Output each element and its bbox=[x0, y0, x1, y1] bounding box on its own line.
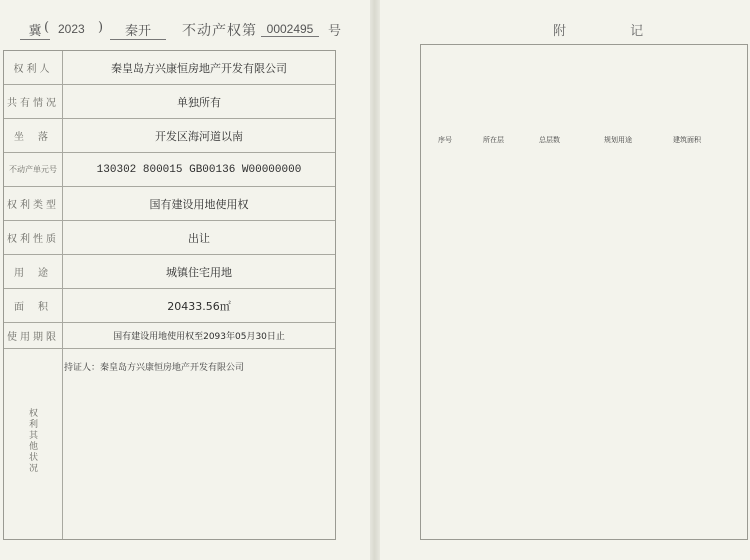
row-usage bbox=[4, 255, 335, 289]
row-label: 权利其他状况 bbox=[28, 409, 38, 474]
row-value: 国有建设用地使用权 bbox=[149, 197, 249, 211]
column-header-planned-use: 规划用途 bbox=[604, 136, 632, 144]
number-suffix: 号 bbox=[328, 24, 342, 39]
certificate-type: 不动产权第 bbox=[182, 23, 257, 39]
row-value: 单独所有 bbox=[177, 95, 221, 109]
row-rights-holder bbox=[4, 51, 335, 85]
row-co-ownership bbox=[4, 85, 335, 119]
row-label: 共有情况 bbox=[4, 85, 63, 118]
row-label: 权利人 bbox=[4, 51, 63, 84]
row-other-conditions bbox=[4, 349, 335, 539]
row-label: 坐落 bbox=[4, 119, 63, 152]
row-label: 使用期限 bbox=[4, 323, 63, 348]
column-header-floor: 所在层 bbox=[483, 136, 504, 144]
certificate-number-line bbox=[6, 20, 366, 42]
row-label: 面积 bbox=[4, 289, 63, 322]
province-code: 冀 bbox=[20, 20, 50, 40]
notes-title: 附 记 bbox=[553, 24, 674, 39]
row-label: 不动产单元号 bbox=[4, 153, 63, 186]
row-value: 国有建设用地使用权至2093年05月30日止 bbox=[113, 332, 285, 342]
column-header-serial: 序号 bbox=[438, 136, 452, 144]
row-term bbox=[4, 323, 335, 349]
row-label: 用途 bbox=[4, 255, 63, 288]
book-spine bbox=[370, 0, 380, 560]
row-value: 城镇住宅用地 bbox=[166, 265, 232, 279]
paren-right: ) bbox=[98, 20, 104, 35]
notes-box bbox=[420, 44, 748, 540]
row-value: 130302 800015 GB00136 W00000000 bbox=[96, 163, 302, 176]
row-label: 权利类型 bbox=[4, 187, 63, 220]
row-value: 开发区海河道以南 bbox=[155, 129, 243, 143]
year: 2023 bbox=[58, 22, 85, 36]
certificate-number: 0002495 bbox=[261, 22, 319, 37]
paren-left: ( bbox=[44, 20, 50, 35]
column-header-floor-area: 建筑面积 bbox=[673, 136, 701, 144]
row-location bbox=[4, 119, 335, 153]
registration-table bbox=[3, 50, 336, 540]
row-label: 权利性质 bbox=[4, 221, 63, 254]
row-value: 出让 bbox=[188, 231, 210, 245]
city-code: 秦开 bbox=[110, 20, 166, 40]
row-value: 秦皇岛方兴康恒房地产开发有限公司 bbox=[111, 61, 287, 75]
row-area bbox=[4, 289, 335, 323]
row-rights-nature bbox=[4, 221, 335, 255]
row-label-cell bbox=[4, 349, 63, 539]
row-value: 20433.56㎡ bbox=[167, 299, 231, 313]
certificate-holder: 持证人：秦皇岛方兴康恒房地产开发有限公司 bbox=[64, 363, 245, 373]
column-header-total-floors: 总层数 bbox=[539, 136, 560, 144]
row-rights-type bbox=[4, 187, 335, 221]
row-unit-number bbox=[4, 153, 335, 187]
